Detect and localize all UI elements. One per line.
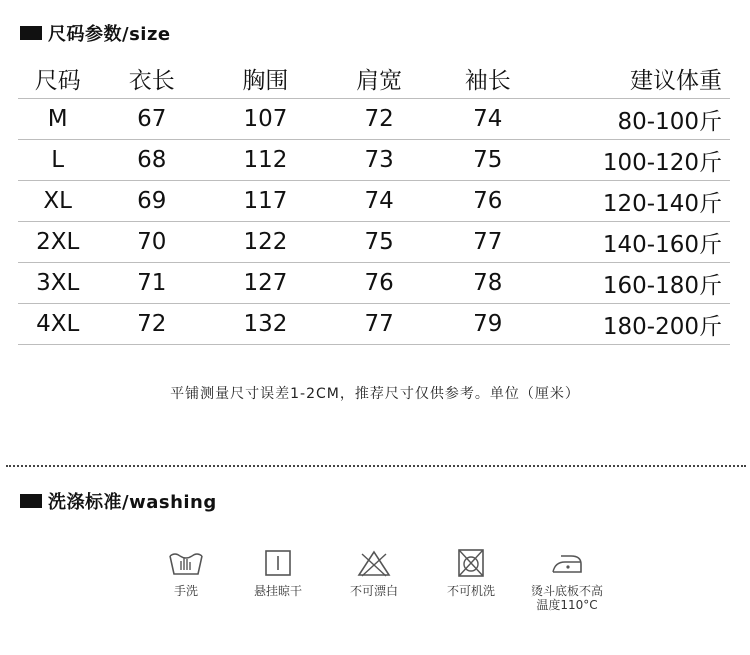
cell-shoulder: 72 [364, 106, 394, 132]
care-item-no-bleach [329, 548, 419, 598]
cell-sleeve: 77 [473, 229, 503, 255]
cell-weight: 100-120斤 [602, 149, 722, 176]
cell-chest: 107 [243, 106, 288, 132]
table-row [18, 304, 730, 345]
size-section-header [20, 20, 171, 46]
cell-chest: 117 [243, 188, 288, 214]
section-divider [6, 465, 746, 467]
cell-sleeve: 75 [473, 147, 503, 173]
cell-sleeve: 76 [473, 188, 503, 214]
cell-sleeve: 79 [473, 311, 503, 337]
cell-chest: 132 [243, 311, 288, 337]
size-table [18, 58, 730, 345]
cell-size: 3XL [36, 270, 80, 296]
cell-chest: 127 [243, 270, 288, 296]
cell-chest: 122 [243, 229, 288, 255]
cell-weight: 160-180斤 [602, 272, 722, 299]
header-weight: 建议体重 [630, 67, 722, 94]
cell-weight: 120-140斤 [602, 190, 722, 217]
cell-chest: 112 [243, 147, 288, 173]
header-sleeve: 袖长 [464, 67, 511, 94]
cell-shoulder: 74 [364, 188, 394, 214]
measurement-note: 平铺测量尺寸误差1-2CM，推荐尺寸仅供参考。单位（厘米） [170, 386, 580, 402]
no-machine-wash-icon [451, 548, 491, 578]
table-header-row [18, 58, 730, 99]
header-length: 衣长 [128, 67, 175, 94]
table-row [18, 263, 730, 304]
care-item-hang-dry [233, 548, 323, 598]
hand-wash-icon [166, 548, 206, 578]
cell-length: 70 [137, 229, 167, 255]
table-row [18, 99, 730, 140]
section-marker-icon [20, 26, 42, 40]
washing-section-title: 洗涤标准/washing [48, 492, 217, 513]
cell-length: 67 [137, 106, 167, 132]
size-section-title: 尺码参数/size [48, 24, 171, 45]
care-label: 手洗 [173, 584, 198, 598]
hang-dry-icon [258, 548, 298, 578]
cell-shoulder: 75 [364, 229, 394, 255]
care-label: 悬挂晾干 [253, 584, 302, 598]
iron-low-temp-icon [547, 548, 587, 578]
header-shoulder: 肩宽 [356, 67, 403, 94]
care-label: 不可漂白 [349, 584, 398, 598]
care-item-hand-wash [141, 548, 231, 598]
section-marker-icon [20, 494, 42, 508]
table-row [18, 181, 730, 222]
cell-length: 72 [137, 311, 167, 337]
cell-size: L [51, 147, 65, 173]
cell-shoulder: 73 [364, 147, 394, 173]
cell-weight: 140-160斤 [602, 231, 722, 258]
cell-length: 68 [137, 147, 167, 173]
cell-weight: 80-100斤 [617, 108, 722, 135]
cell-length: 71 [137, 270, 167, 296]
care-label: 不可机洗 [446, 584, 495, 598]
cell-size: XL [43, 188, 72, 214]
cell-sleeve: 74 [473, 106, 503, 132]
header-size: 尺码 [34, 67, 81, 94]
cell-shoulder: 76 [364, 270, 394, 296]
cell-size: 2XL [36, 229, 80, 255]
care-item-iron [522, 548, 612, 612]
cell-weight: 180-200斤 [602, 313, 722, 340]
cell-length: 69 [137, 188, 167, 214]
header-chest: 胸围 [242, 67, 289, 94]
care-item-no-machine-wash [426, 548, 516, 598]
cell-size: 4XL [36, 311, 80, 337]
table-row [18, 140, 730, 181]
table-row [18, 222, 730, 263]
cell-sleeve: 78 [473, 270, 503, 296]
cell-size: M [47, 106, 68, 132]
washing-section-header [20, 488, 217, 514]
cell-shoulder: 77 [364, 311, 394, 337]
no-bleach-icon [354, 548, 394, 578]
care-label: 烫斗底板不高温度110°C [530, 584, 603, 612]
